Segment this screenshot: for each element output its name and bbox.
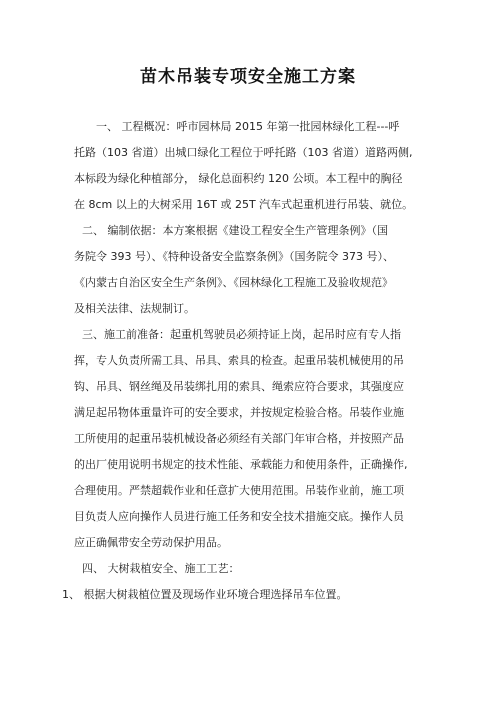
paragraph-line: 托路（103 省道）出城口绿化工程位于呼托路（103 省道）道路两侧, xyxy=(74,146,413,159)
paragraph-line: 挥，专人负责所需工具、吊具、索具的检查。起重吊装机械使用的吊 xyxy=(74,354,404,367)
paragraph-line: 二、 编制依据：本方案根据《建设工程安全生产管理条例》（国 xyxy=(82,224,388,237)
paragraph-line: 钩、吊具、钢丝绳及吊装绑扎用的索具、绳索应符合要求，其强度应 xyxy=(74,380,404,393)
paragraph-line: 及相关法律、法规制订。 xyxy=(74,302,195,315)
page-title: 苗木吊装专项安全施工方案 xyxy=(140,67,356,87)
paragraph-line: 应正确佩带安全劳动保护用品。 xyxy=(74,536,228,549)
section-heading: 四、 大树栽植安全、施工工艺： xyxy=(82,562,240,575)
paragraph-line: 三、施工前准备：起重机驾驶员必须持证上岗，起吊时应有专人指 xyxy=(82,328,401,341)
paragraph-line: 工所使用的起重吊装机械设备必须经有关部门年审合格，并按照产品 xyxy=(74,432,404,445)
paragraph-line: 《内蒙古自治区安全生产条例》、《园林绿化工程施工及验收规范》 xyxy=(74,276,393,289)
paragraph-line: 在 8cm 以上的大树采用 16T 或 25T 汽车式起重机进行吊装、就位。 xyxy=(74,198,414,211)
paragraph-line: 满足起吊物体重量许可的安全要求，并按规定检验合格。吊装作业施 xyxy=(74,406,404,419)
paragraph-line: 一、 工程概况：呼市园林局 2015 年第一批园林绿化工程---呼 xyxy=(96,120,400,133)
paragraph-line: 合理使用。严禁超载作业和任意扩大使用范围。吊装作业前，施工项 xyxy=(74,484,404,497)
paragraph-line: 本标段为绿化种植部分， 绿化总面积约 120 公顷。本工程中的胸径 xyxy=(74,172,403,185)
paragraph-line: 目负责人应向操作人员进行施工任务和安全技术措施交底。操作人员 xyxy=(74,510,404,523)
paragraph-line: 务院令 393 号）、《特种设备安全监察条例》（国务院令 373 号）、 xyxy=(74,250,394,263)
document-body xyxy=(62,114,422,608)
list-item: 1、 根据大树栽植位置及现场作业环境合理选择吊车位置。 xyxy=(62,588,348,601)
paragraph-line: 的出厂使用说明书规定的技术性能、承载能力和使用条件，正确操作, xyxy=(74,458,408,471)
